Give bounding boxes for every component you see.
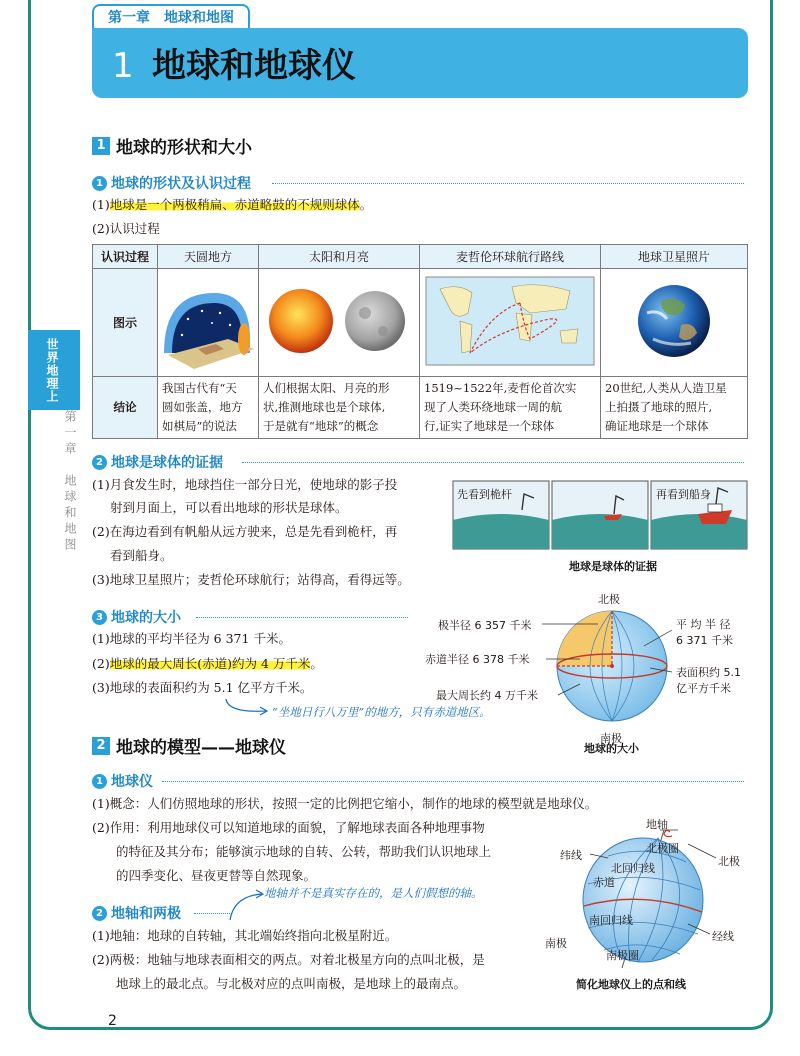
highlight-text: 地球的最大周长(赤道)约为 4 万千米 [109,656,311,671]
label-average-radius-value: 6 371 千米 [676,634,733,647]
table-cell: 人们根据太阳、月亮的形 状,推测地球也是个球体, 于是就有“地球”的概念 [259,377,420,439]
label-parallel: 纬线 [560,849,582,862]
sub-2-1-title: 地球仪 [111,774,153,790]
section-2-heading [92,733,286,758]
label-south-pole: 南极 [600,732,622,745]
label-arctic-circle: 北极圈 [646,842,679,855]
sub-1-2-number: 2 [92,455,107,470]
sub-1-2-heading [92,452,223,472]
side-chapter-label: 第一章 地球和地图 [63,410,77,554]
label-north-pole: 北极 [598,593,620,606]
sub-2-2-title: 地轴和两极 [111,906,181,922]
sub-1-1-heading [92,173,251,193]
sub-1-3-title: 地球的大小 [111,610,181,626]
arrow-icon [226,888,266,924]
sub-1-3-heading [92,607,181,627]
text-line: (1)地球的平均半径为 6 371 千米。 [92,631,291,646]
text-line: (3)地球卫星照片；麦哲伦环球航行；站得高，看得远等。 [92,572,410,587]
text-line: (1)地轴：地球的自转轴，其北端始终指向北极星附近。 [92,928,398,943]
table-cell: 我国古代有“天 圆如张盖，地方 如棋局”的说法 [158,377,259,439]
figure-caption: 简化地球仪上的点和线 [576,978,686,991]
label-equator: 赤道 [593,876,615,889]
row-label: 结论 [93,377,158,439]
table-header: 天圆地方 [158,245,259,269]
magellan-route-map [420,269,601,377]
sub-1-2-title: 地球是球体的证据 [111,455,223,471]
chapter-tab: 第一章 地球和地图 [92,4,250,30]
table-header: 地球卫星照片 [601,245,748,269]
dome-illustration [158,269,259,377]
label-meridian: 经线 [712,930,734,943]
sun-moon-illustration [259,269,420,377]
label-max-circumference: 最大周长约 4 万千米 [436,689,538,702]
page-number: 2 [108,1013,117,1029]
sub-1-3-number: 3 [92,610,107,625]
dotted-rule [196,617,408,618]
highlight-text: 地球是一个两极稍扁、赤道略鼓的不规则球体 [109,197,360,212]
text-line: 地球上的最北点。与北极对应的点叫南极，是地球上的最南点。 [116,976,467,991]
text-line: 的特征及其分布；能够演示地球的自转、公转，帮助我们认识地球上 [116,844,492,859]
sub-2-2-number: 2 [92,906,107,921]
label-north-pole: 北极 [718,855,740,868]
sub-2-1-heading [92,771,153,791]
handwritten-note: “坐地日行八万里”的地方，只有赤道地区。 [272,705,491,719]
sub-2-1-number: 1 [92,774,107,789]
text-line: (2)作用：利用地球仪可以知道地球的面貌，了解地球表面各种地理事物 [92,820,485,835]
text-line: (2)在海边看到有帆船从远方驶来，总是先看到桅杆，再 [92,524,398,539]
row-label: 图示 [93,269,158,377]
table-header: 太阳和月亮 [259,245,420,269]
text-line: 看到船身。 [110,548,173,563]
label-tropic-cancer: 北回归线 [611,862,655,875]
label-polar-radius: 极半径 6 357 千米 [438,619,532,632]
dotted-rule [162,781,744,782]
table-cell: 1519~1522年,麦哲伦首次实 现了人类环绕地球一周的航 行,证实了地球是一个球体 [420,377,601,439]
label-surface-area-value: 亿平方千米 [676,682,731,695]
title-number: 1 [112,46,134,86]
text-line: (2)两极：地轴与地球表面相交的两点。对着北极星方向的点叫北极，是 [92,952,485,967]
text-line: (1)月食发生时，地球挡住一部分日光，使地球的影子投 [92,477,398,492]
section-1-title: 地球的形状和大小 [116,138,252,158]
label-surface-area: 表面积约 5.1 [676,666,741,679]
section-1-heading [92,133,252,158]
dotted-rule [194,913,230,914]
figure-caption: 地球的大小 [584,742,639,755]
dotted-rule [242,462,744,463]
side-book-tab: 世界地理上 [28,330,80,410]
sub-1-1-number: 1 [92,176,107,191]
handwritten-note: 地轴并不是真实存在的，是人们假想的轴。 [264,886,483,900]
text-line: (1)地球是一个两极稍扁、赤道略鼓的不规则球体。 [92,197,373,212]
earth-satellite-photo [601,269,748,377]
text-line: (2)认识过程 [92,221,160,236]
label-south-pole: 南极 [545,937,567,950]
ship-label-hull: 再看到船身 [656,488,711,501]
text-line: (2)地球的最大周长(赤道)约为 4 万千米。 [92,656,323,671]
page-title: 地球和地球仪 [152,46,356,86]
recognition-table [92,244,748,439]
table-cell: 20世纪,人类从人造卫星 上拍摄了地球的照片, 确证地球是一个球体 [601,377,748,439]
label-earth-axis: 地轴 [646,818,668,831]
section-2-title: 地球的模型——地球仪 [116,738,286,758]
figure-caption: 地球是球体的证据 [569,560,657,573]
text-line: 的四季变化、昼夜更替等自然现象。 [116,868,317,883]
section-1-number: 1 [92,137,110,155]
leader-lines [576,824,722,944]
label-tropic-capricorn: 南回归线 [589,914,633,927]
ship-label-mast: 先看到桅杆 [457,488,512,501]
text-line: (1)概念：人们仿照地球的形状，按照一定的比例把它缩小，制作的地球的模型就是地球仪。 [92,796,598,811]
label-average-radius: 平 均 半 径 [676,618,731,631]
table-header: 认识过程 [93,245,158,269]
section-2-number: 2 [92,737,110,755]
label-antarctic-circle: 南极圈 [606,949,639,962]
text-line: (3)地球的表面积约为 5.1 亿平方千米。 [92,680,313,695]
table-header: 麦哲伦环球航行路线 [420,245,601,269]
sub-1-1-title: 地球的形状及认识过程 [111,176,251,192]
text-line: 射到月面上，可以看出地球的形状是球体。 [110,500,348,515]
dotted-rule [272,183,744,184]
arrow-icon [222,697,272,719]
label-equatorial-radius: 赤道半径 6 378 千米 [425,653,530,666]
sub-2-2-heading [92,903,181,923]
leader-lines [540,612,680,704]
